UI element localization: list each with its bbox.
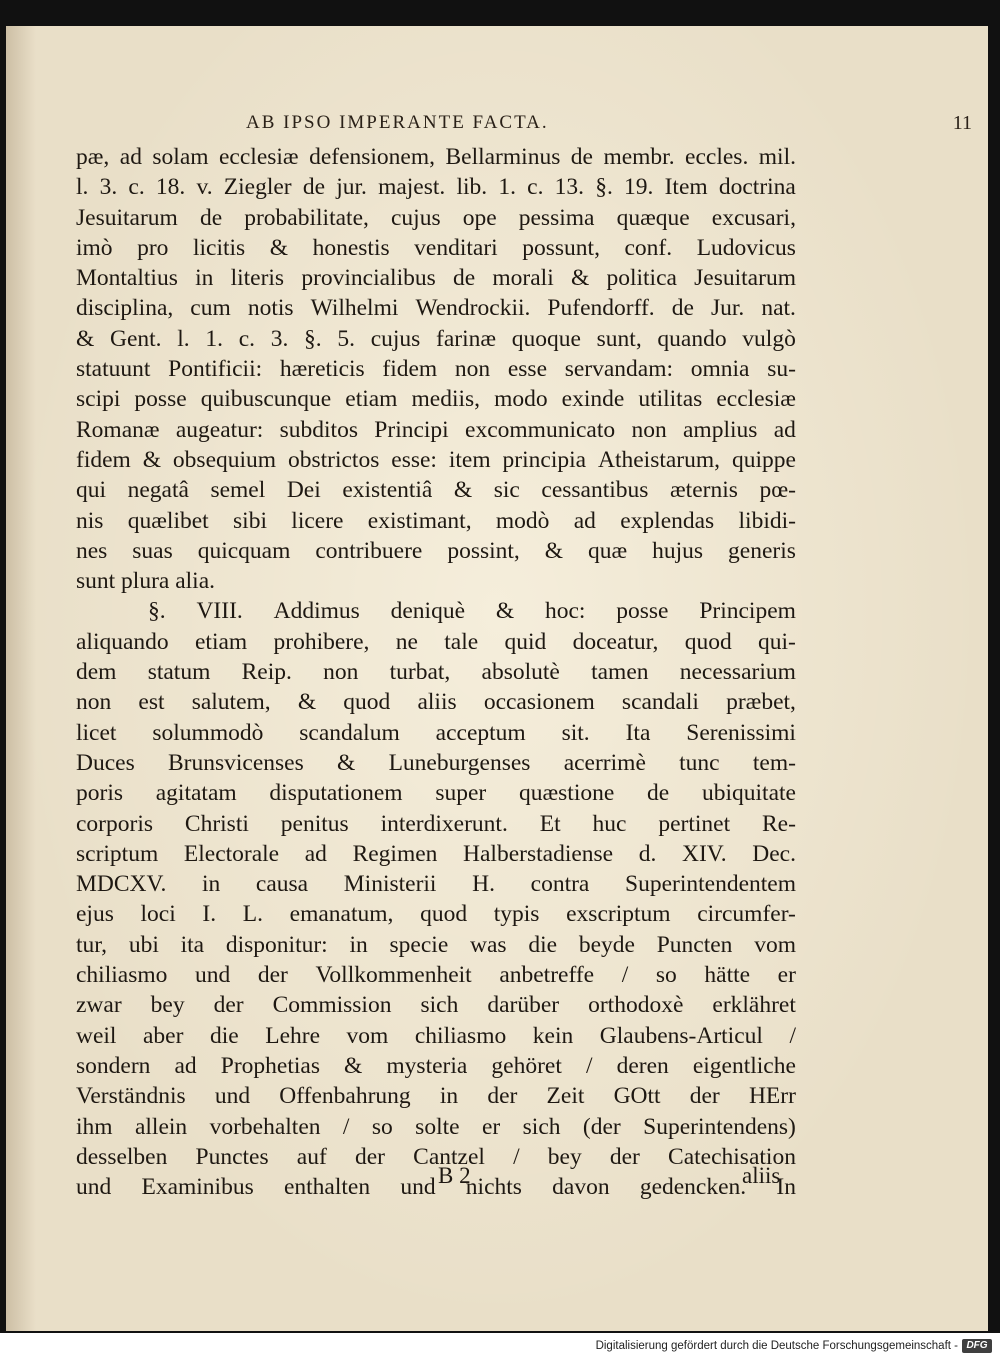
text-line: und Examinibus enthalten und nichts davon gedencken. In <box>76 1174 796 1201</box>
catchword: aliis <box>742 1163 781 1188</box>
text-line: poris agitatam disputationem super quæstione de ubiquitate <box>76 780 796 807</box>
page-footer <box>6 1163 988 1193</box>
text-line: dem statum Reip. non turbat, absolutè tamen necessarium <box>76 659 796 686</box>
text-line: MDCXV. in causa Ministerii H. contra Superintendentem <box>76 871 796 898</box>
running-head <box>6 112 988 140</box>
text-line: tur, ubi ita disponitur: in specie was die beyde Puncten vom <box>76 931 796 958</box>
text-line: disciplina, cum notis Wilhelmi Wendrockii. Pufendorff. de Jur. nat. <box>76 295 796 322</box>
text-line: Montaltius in literis provincialibus de morali & politica Jesuitarum <box>76 265 796 292</box>
text-line: l. 3. c. 18. v. Ziegler de jur. majest. lib. 1. c. 13. §. 19. Item doctrina <box>76 174 796 201</box>
book-page <box>6 26 988 1331</box>
text-line: nes suas quicquam contribuere possint, & quæ hujus generis <box>76 537 796 564</box>
text-line: sondern ad Prophetias & mysteria gehöret / deren eigentliche <box>76 1052 796 1079</box>
text-line: Duces Brunsvicenses & Luneburgenses acerrimè tunc tem- <box>76 749 796 776</box>
text-line: §. VIII. Addimus deniquè & hoc: posse Principem <box>148 598 796 625</box>
text-line: scriptum Electorale ad Regimen Halberstadiense d. XIV. Dec. <box>76 840 796 867</box>
text-line: nis quælibet sibi licere existimant, modò ad explendas libidi- <box>76 507 796 534</box>
text-line: aliquando etiam prohibere, ne tale quid doceatur, quod qui- <box>76 628 796 655</box>
text-line: chiliasmo und der Vollkommenheit anbetreffe / so hätte er <box>76 962 796 989</box>
running-title: AB IPSO IMPERANTE FACTA. <box>246 112 549 133</box>
dfg-credit-bar <box>0 1333 1000 1359</box>
text-line: corporis Christi penitus interdixerunt. Et huc pertinet Re- <box>76 810 796 837</box>
text-line: statuunt Pontificii: hæreticis fidem non esse servandam: omnia su- <box>76 356 796 383</box>
signature-mark: B 2 <box>438 1163 471 1188</box>
text-line: scipi posse quibuscunque etiam mediis, modo exinde utilitas ecclesiæ <box>76 386 796 413</box>
text-line: non est salutem, & quod aliis occasionem scandali præbet, <box>76 689 796 716</box>
text-line: sunt plura alia. <box>76 568 216 595</box>
text-line: ejus loci I. L. emanatum, quod typis exscriptum circumfer- <box>76 901 796 928</box>
text-line: zwar bey der Commission sich darüber orthodoxè erklähret <box>76 992 796 1019</box>
text-line: ihm allein vorbehalten / so solte er sich (der Superintendens) <box>76 1113 796 1140</box>
text-line: fidem & obsequium obstrictos esse: item principia Atheistarum, quippe <box>76 446 796 473</box>
text-line: qui negatâ semel Dei existentiâ & sic cessantibus æternis pœ- <box>76 477 796 504</box>
text-line: Verständnis und Offenbahrung in der Zeit GOtt der HErr <box>76 1083 796 1110</box>
text-line: desselben Punctes auf der Cantzel / bey der Catechisation <box>76 1143 796 1170</box>
text-line: licet solummodò scandalum acceptum sit. Ita Serenissimi <box>76 719 796 746</box>
text-line: weil aber die Lehre vom chiliasmo kein Glaubens-Articul / <box>76 1022 796 1049</box>
dfg-logo: DFG <box>962 1339 992 1353</box>
text-line: Jesuitarum de probabilitate, cujus ope pessima quæque excusari, <box>76 204 796 231</box>
page-number: 11 <box>952 112 972 134</box>
text-line: pæ, ad solam ecclesiæ defensionem, Bellarminus de membr. eccles. mil. <box>76 144 796 170</box>
text-line: Romanæ augeatur: subditos Principi excommunicato non amplius ad <box>76 416 796 443</box>
text-line: imò pro licitis & honestis venditari possunt, conf. Ludovicus <box>76 234 796 261</box>
body-text <box>76 142 796 1202</box>
dfg-credit-text: Digitalisierung gefördert durch die Deutsche Forschungsgemeinschaft - <box>595 1340 958 1352</box>
text-line: & Gent. l. 1. c. 3. §. 5. cujus farinæ quoque sunt, quando vulgò <box>76 325 796 352</box>
